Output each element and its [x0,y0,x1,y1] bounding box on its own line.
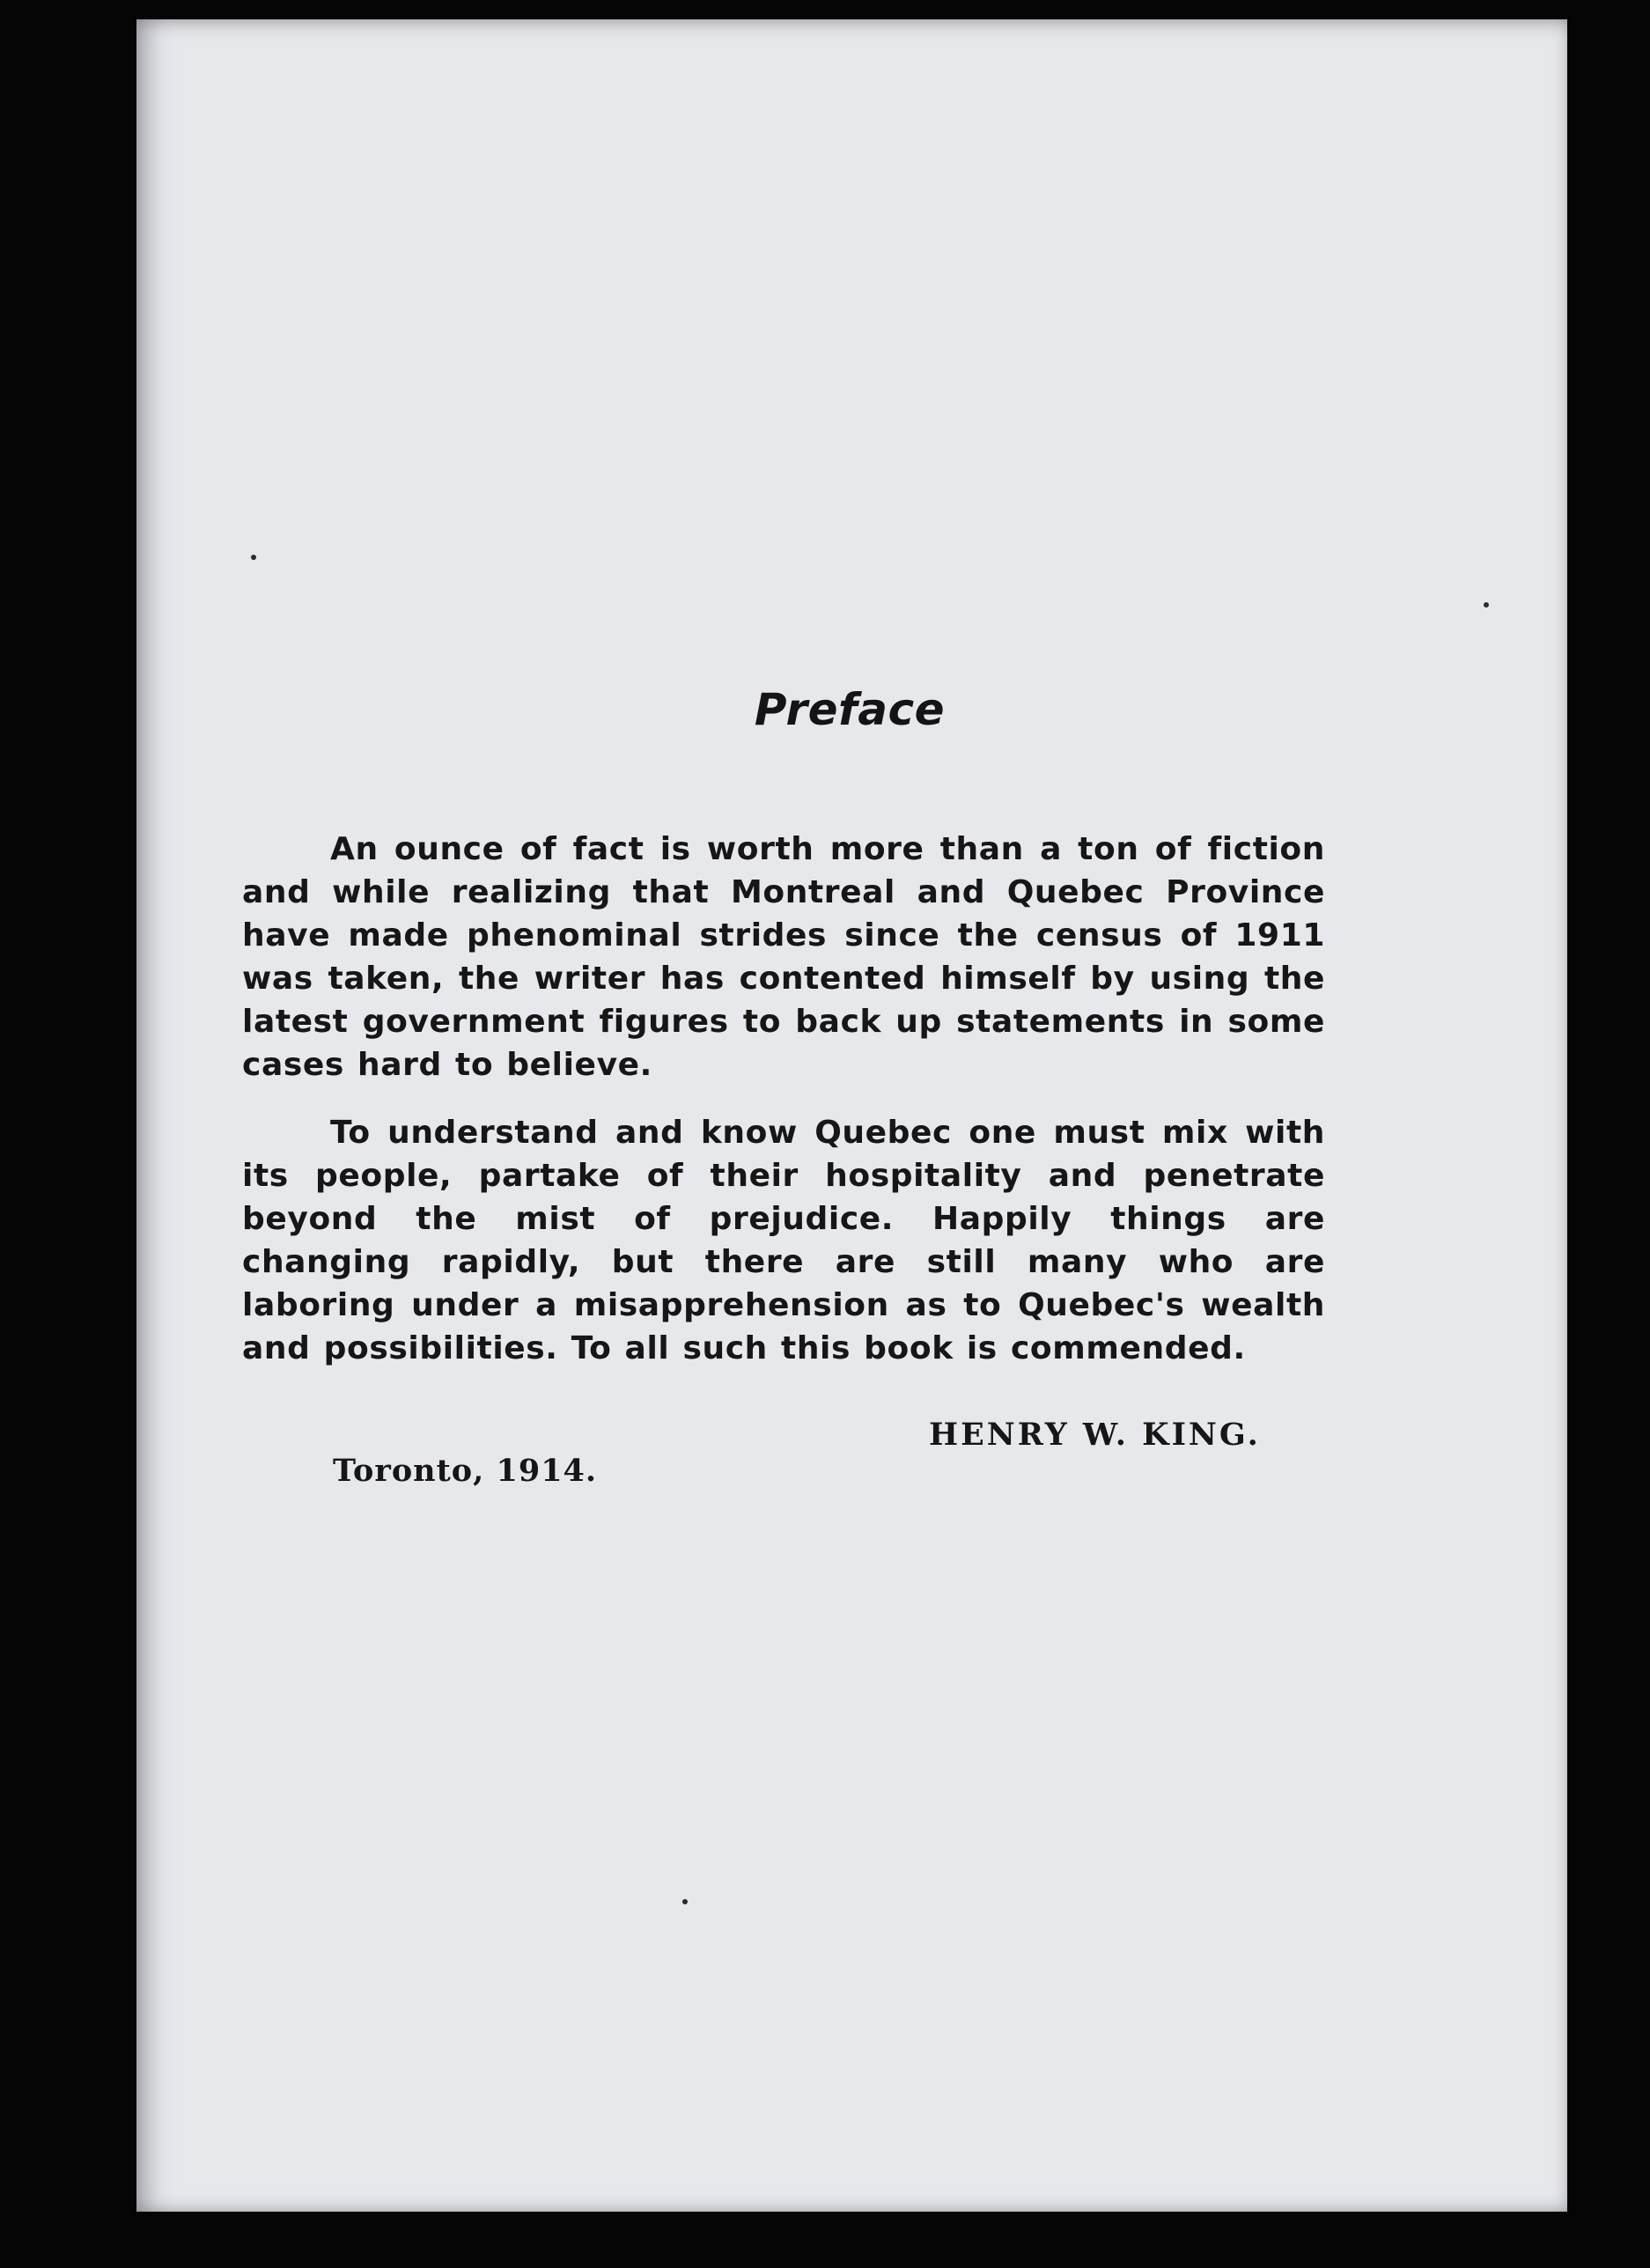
place-and-date: Toronto, 1914. [333,1453,598,1489]
preface-paragraph-2: To understand and know Quebec one must mix with its people, partake of their hospitality and penetrate beyond the mist of prejudice. Happily things are changing rapidly, but there are still many who are laboring under a misapprehension as to Quebec's wealth and possibilities. To all such this book is commended. [242,1115,1325,1366]
page-title: Preface [754,684,946,735]
paper-speck [1484,602,1489,608]
paper-speck [251,555,256,560]
book-page [136,19,1567,2212]
author-signature: HENRY W. KING. [929,1417,1261,1453]
preface-paragraph-1: An ounce of fact is worth more than a ton of fiction and while realizing that Montreal and Quebec Province have made phenominal strides since the census of 1911 was taken, the writer has contented himself by using the latest government figures to back up statements in some cases hard to believe. [242,831,1325,1083]
paper-speck [682,1899,688,1904]
